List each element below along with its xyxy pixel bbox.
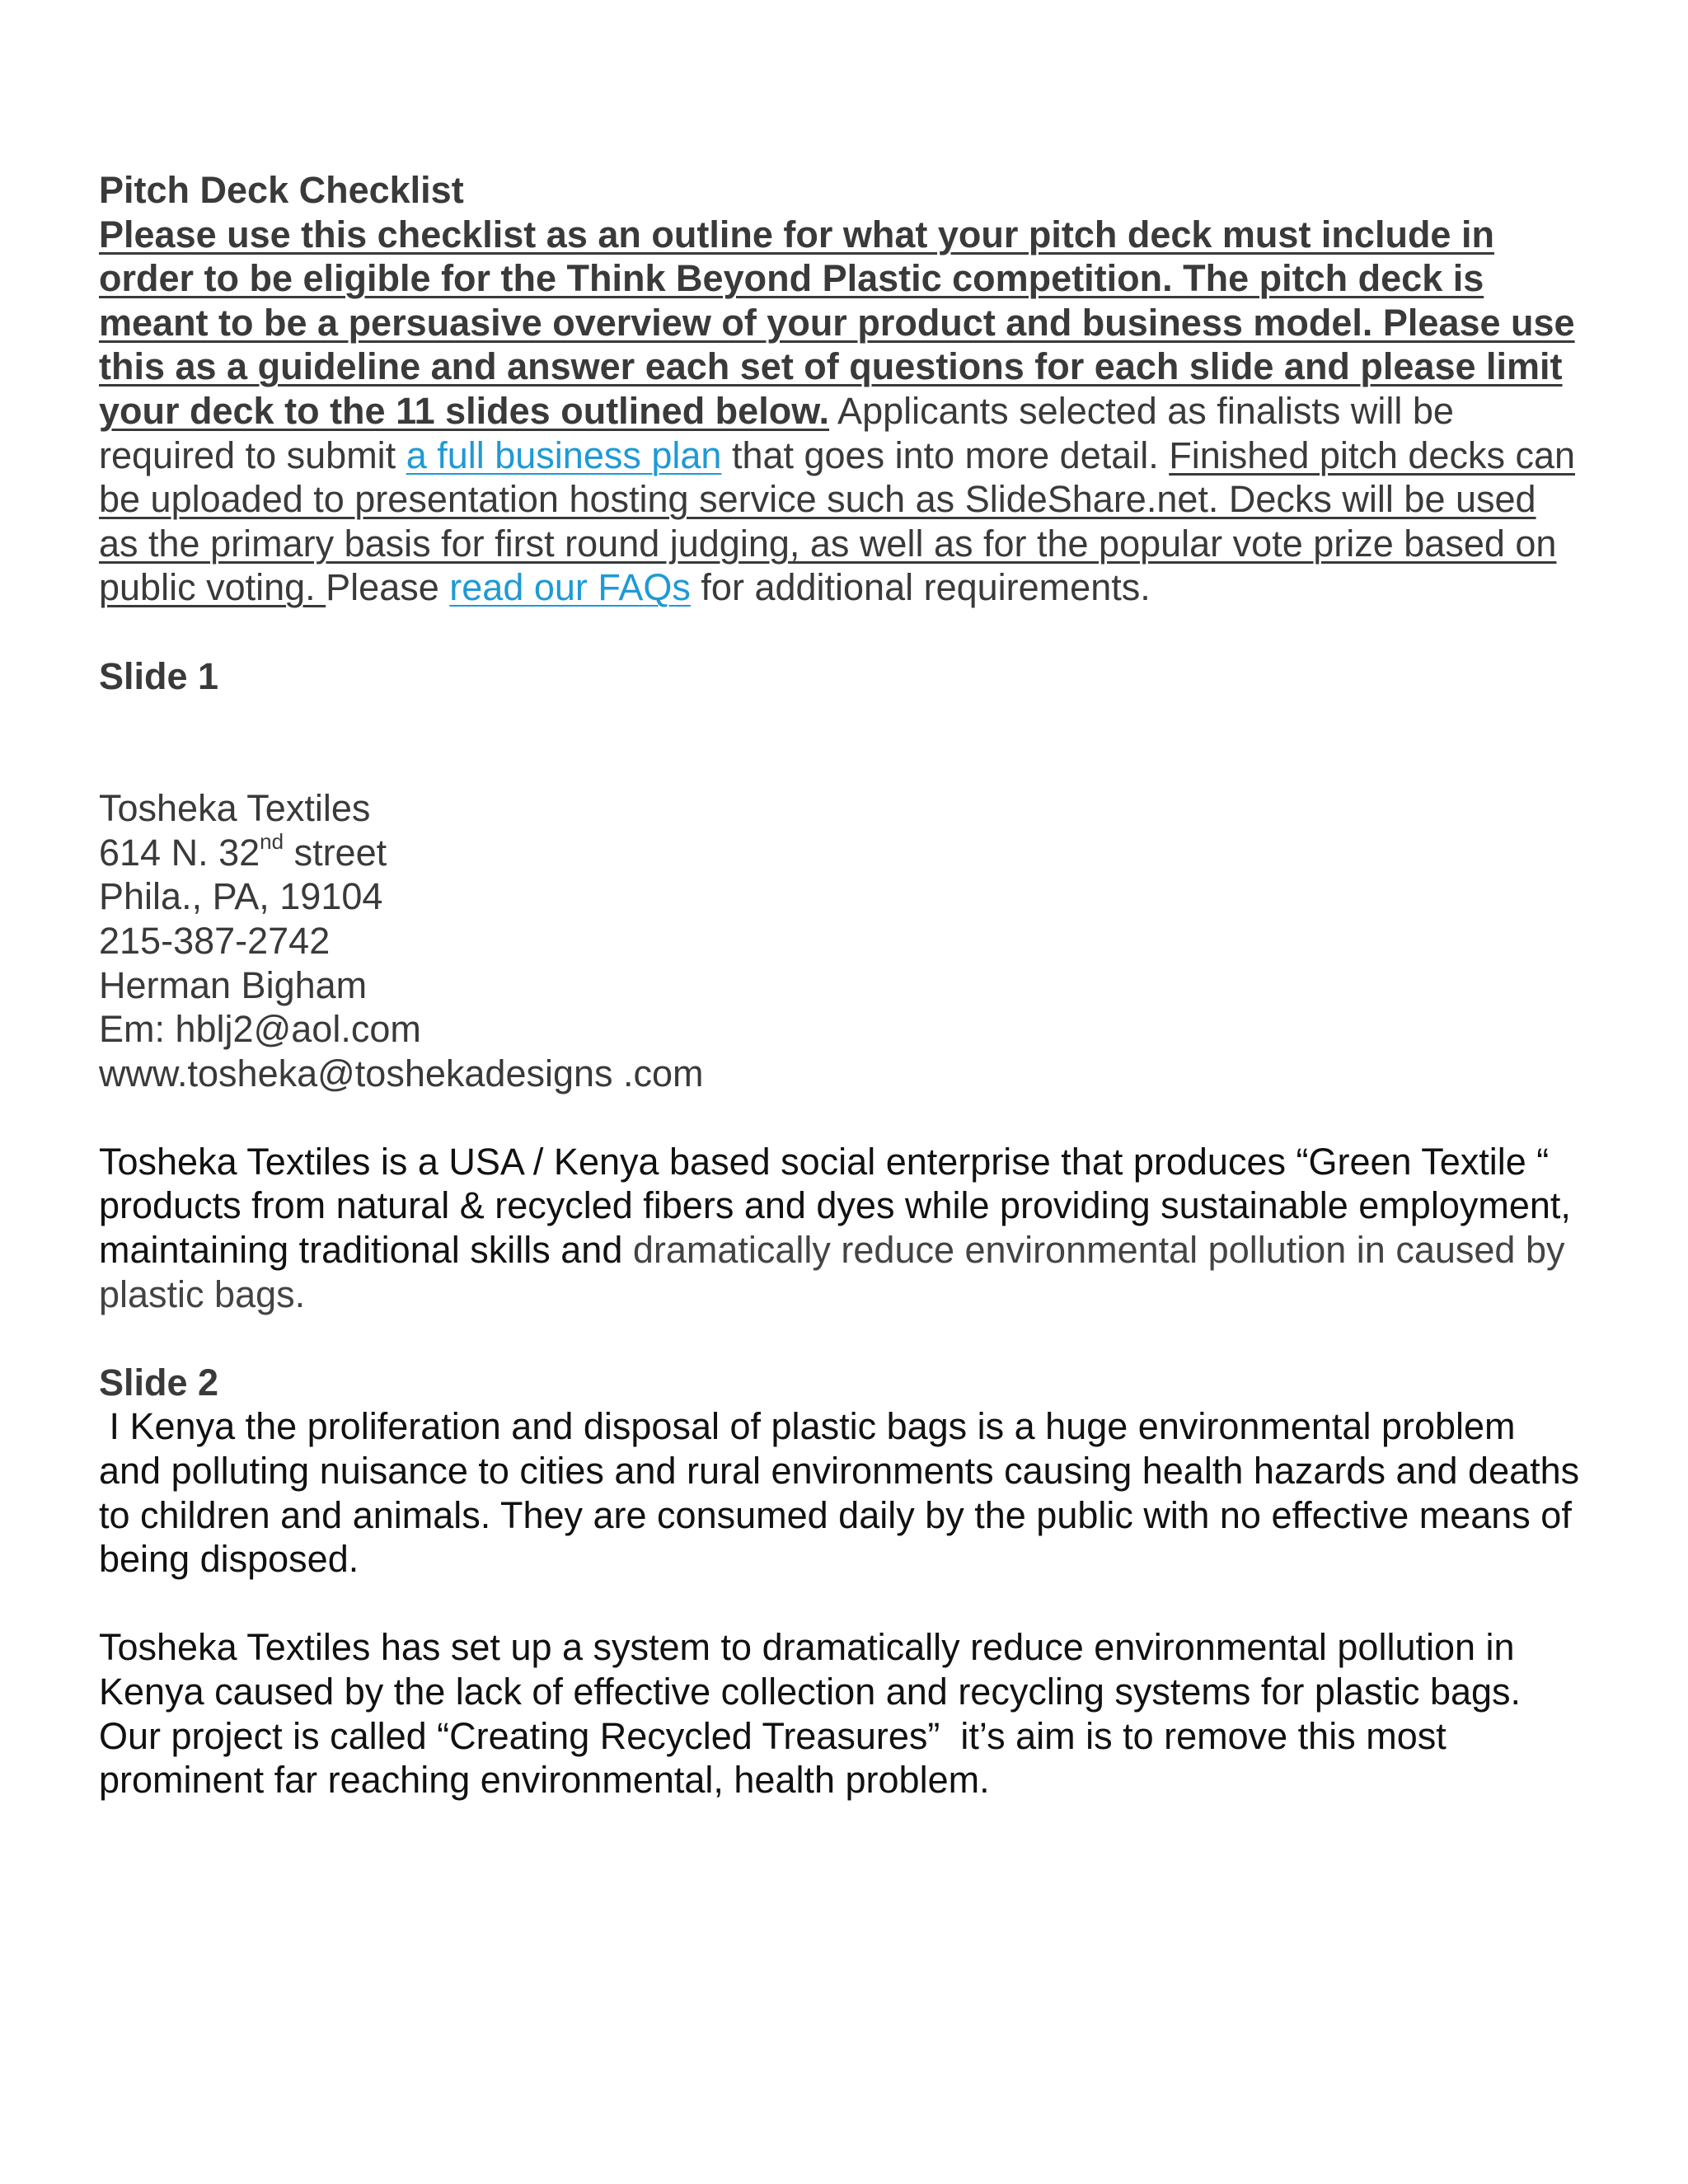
intro-underlined: Finished pitch decks can be uploaded to presentation hosting service such as SlideShare.net. Decks will be used as the primary basis for first round judging, as well as for the popular vote prize based on public voting. — [99, 434, 1576, 609]
slide-2-title: Slide 2 — [99, 1361, 219, 1404]
intro-paragraph — [99, 213, 1582, 610]
business-plan-link[interactable]: a full business plan — [406, 434, 722, 476]
phone-number: 215-387-2742 — [99, 919, 331, 962]
street-address — [99, 828, 1582, 875]
description-main: Tosheka Textiles is a USA / Kenya based social enterprise that produces “Green Textile “ products from natural & recycled fibers and dyes while providing sustainable employment, maintaining traditional skills and — [99, 1140, 1571, 1272]
email-address: Em: hblj2@aol.com — [99, 1008, 421, 1051]
intro-text-1: Applicants selected as finalists will be required to submit — [99, 389, 1454, 476]
contact-block — [99, 786, 1582, 1095]
contact-name: Herman Bigham — [99, 963, 368, 1006]
intro-text-3: Please — [326, 566, 450, 609]
intro-lead: Please use this checklist as an outline for what your pitch deck must include in order to be eligible for the Think Beyond Plastic competition. The pitch deck is meant to be a persuasive overview of your product and business model. Please use this as a guideline and answer each set of questions for each slide and please limit your deck to the 11 slides outlined below. — [99, 213, 1575, 432]
slide-2-paragraph-2: Tosheka Textiles has set up a system to dramatically reduce environmental pollution in Kenya caused by the lack of effective collection and recycling systems for plastic bags. Our project is called “Creating Recycled Treasures” it’s aim is to remove this most prominent far reaching environmental, health problem. — [99, 1626, 1522, 1802]
company-name: Tosheka Textiles — [99, 787, 371, 830]
faqs-link[interactable]: read our FAQs — [449, 566, 691, 609]
address-ordinal: nd — [260, 828, 284, 854]
address-street: street — [284, 831, 387, 874]
document-page — [99, 168, 1582, 1802]
slide-2-paragraph-1: I Kenya the proliferation and disposal of plastic bags is a huge environmental problem and polluting nuisance to cities and rural environments causing health hazards and deaths to children and animals. They are consumed daily by the public with no effective means of being disposed. — [99, 1405, 1580, 1581]
intro-text-4: for additional requirements. — [690, 566, 1151, 609]
website: www.tosheka@toshekadesigns .com — [99, 1052, 704, 1094]
description-soft: dramatically reduce environmental pollution in caused by plastic bags. — [99, 1229, 1565, 1315]
page-title: Pitch Deck Checklist — [99, 169, 464, 211]
slide-1-title: Slide 1 — [99, 654, 219, 697]
city-state-zip: Phila., PA, 19104 — [99, 875, 383, 918]
intro-text-2: that goes into more detail. — [721, 434, 1170, 476]
address-number: 614 N. 32 — [99, 831, 260, 874]
company-description — [99, 1140, 1582, 1316]
